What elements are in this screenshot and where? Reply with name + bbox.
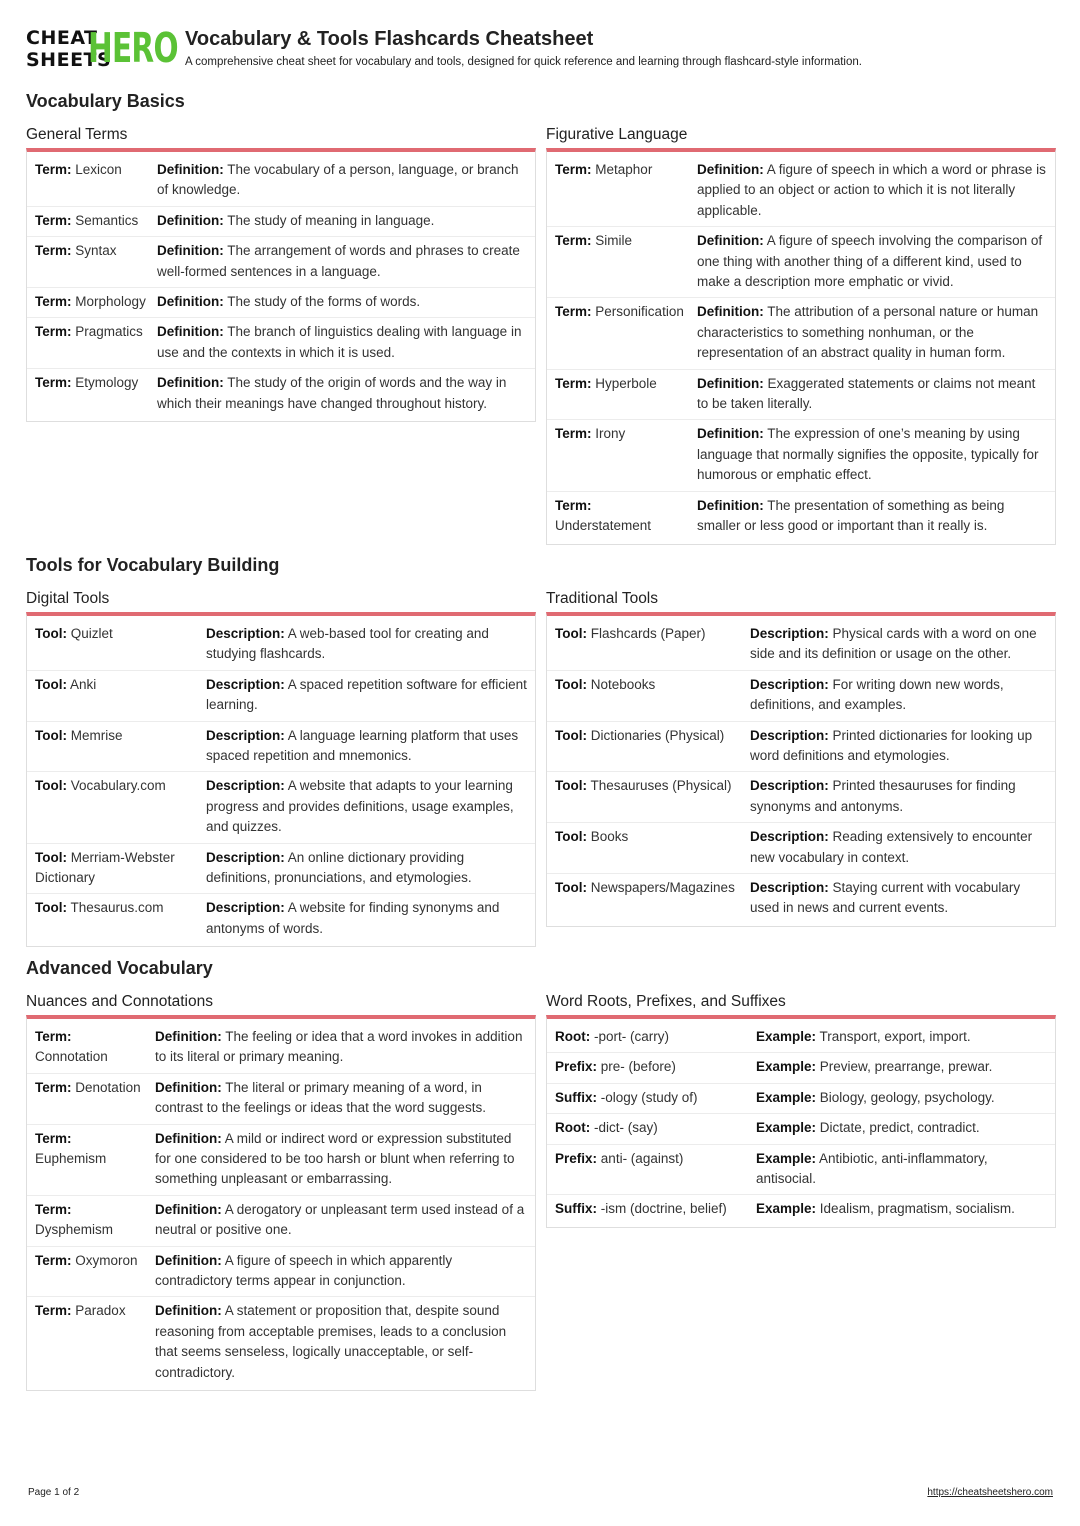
key-label: Tool: — [35, 849, 67, 865]
card-title: Figurative Language — [546, 126, 688, 143]
table-row — [547, 1023, 1055, 1053]
value-text: Staying current with vocabulary used in news and current events. — [750, 880, 1021, 916]
value-text: Physical cards with a word on one side and its definition or usage on the other. — [750, 626, 1037, 662]
key-label: Prefix: — [555, 1059, 598, 1075]
table-row — [547, 823, 1055, 874]
row-value — [157, 211, 527, 231]
key-value: Thesauruses (Physical) — [590, 778, 732, 794]
card-title: Word Roots, Prefixes, and Suffixes — [546, 993, 786, 1010]
key-value: Pragmatics — [75, 324, 143, 340]
row-key — [35, 1078, 155, 1119]
key-label: Tool: — [555, 778, 587, 794]
value-label: Description: — [750, 727, 829, 743]
page-header — [26, 26, 1056, 72]
row-key — [555, 496, 697, 537]
row-value — [750, 827, 1047, 868]
key-label: Tool: — [35, 676, 67, 692]
card-nuances-connotations — [26, 993, 536, 1391]
logo-sheets: SHEETS — [26, 49, 112, 71]
value-text: A figure of speech in which a word or phrase is applied to an object or action to which it is not literally applicable. — [697, 162, 1046, 218]
key-label: Term: — [35, 1079, 72, 1095]
row-value — [756, 1199, 1047, 1219]
value-text: The feeling or idea that a word invokes in addition to its literal or primary meaning. — [155, 1029, 523, 1065]
row-key — [555, 878, 750, 919]
key-label: Term: — [35, 243, 72, 259]
row-value — [697, 374, 1047, 415]
key-value: Newspapers/Magazines — [590, 880, 735, 896]
row-key — [555, 1149, 756, 1190]
value-label: Description: — [750, 676, 829, 692]
value-text: The attribution of a personal nature or human characteristics to something nonhuman, or the representation of an abstract quality in human form. — [697, 304, 1039, 361]
card-traditional-tools — [546, 590, 1056, 927]
row-key — [35, 726, 206, 767]
row-key — [35, 373, 157, 414]
row-value — [697, 160, 1047, 221]
page-subtitle: A comprehensive cheat sheet for vocabulary and tools, designed for quick reference and learning through flashcard-style information. — [185, 56, 862, 68]
card-digital-tools — [26, 590, 536, 947]
table-row — [547, 1145, 1055, 1196]
value-label: Example: — [756, 1029, 817, 1044]
value-label: Definition: — [697, 375, 764, 391]
value-label: Example: — [756, 1120, 817, 1136]
row-value — [756, 1027, 1047, 1047]
key-value: pre- (before) — [600, 1059, 676, 1075]
value-text: The study of the origin of words and the way in which their meanings have changed throughout history. — [157, 375, 507, 411]
row-key — [555, 1118, 756, 1138]
table-row — [27, 1074, 535, 1125]
key-label: Tool: — [35, 727, 67, 743]
row-key — [555, 675, 750, 716]
row-value — [697, 231, 1047, 292]
value-label: Definition: — [155, 1201, 222, 1217]
row-key — [35, 675, 206, 716]
row-key — [35, 322, 157, 363]
value-label: Definition: — [157, 324, 224, 340]
table-row — [27, 620, 535, 671]
key-label: Term: — [35, 375, 72, 391]
row-value — [756, 1149, 1047, 1190]
key-label: Term: — [35, 294, 72, 310]
key-label: Term: — [35, 1303, 72, 1319]
key-value: Semantics — [75, 212, 139, 228]
key-label: Tool: — [35, 900, 67, 916]
value-text: A website that adapts to your learning progress and provides definitions, usage examples, and quizzes. — [206, 778, 514, 835]
value-text: A website for finding synonyms and antonyms of words. — [206, 900, 500, 936]
key-label: Term: — [555, 233, 592, 249]
value-text: A spaced repetition software for efficient learning. — [206, 676, 527, 713]
row-value — [750, 675, 1047, 716]
table-row — [27, 369, 535, 419]
value-label: Definition: — [697, 233, 764, 249]
value-text: The study of the forms of words. — [227, 294, 421, 310]
key-value: Vocabulary.com — [70, 778, 166, 794]
key-value: Quizlet — [70, 626, 113, 641]
value-text: Idealism, pragmatism, socialism. — [819, 1201, 1015, 1217]
key-label: Term: — [35, 1201, 72, 1217]
key-value: Lexicon — [75, 162, 122, 177]
table-row — [547, 1114, 1055, 1144]
key-value: Etymology — [75, 375, 139, 391]
row-value — [206, 624, 527, 665]
table-row — [27, 318, 535, 369]
table-row — [547, 156, 1055, 227]
card-body — [26, 1015, 536, 1391]
key-label: Term: — [35, 212, 72, 228]
key-label: Tool: — [555, 676, 587, 692]
value-text: The branch of linguistics dealing with language in use and the contexts in which it is used. — [157, 324, 522, 360]
value-label: Definition: — [697, 426, 764, 442]
value-text: An online dictionary providing definitions, pronunciations, and etymologies. — [206, 849, 472, 886]
key-value: Flashcards (Paper) — [590, 626, 706, 641]
row-value — [756, 1057, 1047, 1077]
row-key — [35, 1129, 155, 1190]
row-key — [35, 848, 206, 889]
value-label: Definition: — [155, 1303, 222, 1319]
value-label: Example: — [756, 1089, 817, 1105]
table-row — [27, 1023, 535, 1074]
key-value: Oxymoron — [75, 1252, 138, 1268]
row-value — [750, 726, 1047, 767]
row-value — [155, 1078, 527, 1119]
section-title-tools: Tools for Vocabulary Building — [26, 555, 280, 575]
table-row — [27, 156, 535, 207]
row-key — [555, 1088, 756, 1108]
table-row — [547, 874, 1055, 924]
key-label: Term: — [555, 375, 592, 391]
value-text: Exaggerated statements or claims not meant to be taken literally. — [697, 375, 1036, 412]
row-value — [155, 1301, 527, 1383]
table-row — [547, 722, 1055, 773]
key-value: Notebooks — [590, 676, 656, 692]
row-value — [206, 776, 527, 837]
key-value: Irony — [595, 426, 626, 442]
key-label: Term: — [555, 304, 592, 320]
key-label: Term: — [555, 497, 592, 513]
row-key — [35, 1251, 155, 1292]
key-label: Term: — [35, 1252, 72, 1268]
row-key — [555, 374, 697, 415]
key-label: Tool: — [35, 626, 67, 641]
row-value — [155, 1129, 527, 1190]
row-key — [555, 624, 750, 665]
site-link[interactable]: https://cheatsheetshero.com — [927, 1487, 1053, 1498]
row-key — [35, 241, 157, 282]
row-key — [35, 898, 206, 939]
card-body — [26, 612, 536, 947]
row-value — [750, 878, 1047, 919]
row-value — [206, 848, 527, 889]
row-key — [555, 231, 697, 292]
row-key — [35, 211, 157, 231]
value-text: A figure of speech in which apparently contradictory terms appear in conjunction. — [155, 1252, 453, 1289]
value-text: Preview, prearrange, prewar. — [819, 1059, 993, 1075]
key-value: Thesaurus.com — [70, 900, 164, 916]
card-body — [546, 148, 1056, 545]
key-value: Merriam-Webster Dictionary — [35, 849, 175, 886]
value-text: The presentation of something as being smaller or less good or important than it really is. — [697, 497, 1005, 534]
table-row — [27, 1196, 535, 1247]
row-value — [750, 624, 1047, 665]
value-label: Description: — [750, 626, 829, 641]
card-general-terms — [26, 126, 536, 422]
logo-cheat: CHEAT — [26, 27, 98, 49]
key-value: Memrise — [70, 727, 123, 743]
value-text: The arrangement of words and phrases to create well-formed sentences in a language. — [157, 243, 520, 279]
key-label: Term: — [35, 324, 72, 340]
row-value — [756, 1088, 1047, 1108]
row-key — [35, 624, 206, 665]
key-value: Paradox — [75, 1303, 126, 1319]
key-label: Tool: — [555, 626, 587, 641]
row-value — [157, 241, 527, 282]
row-key — [555, 1057, 756, 1077]
value-label: Example: — [756, 1201, 817, 1217]
row-value — [750, 776, 1047, 817]
key-label: Root: — [555, 1029, 591, 1044]
key-value: Hyperbole — [595, 375, 657, 391]
table-row — [547, 620, 1055, 671]
key-value: anti- (against) — [600, 1150, 684, 1166]
value-text: A figure of speech involving the comparison of one thing with another thing of a different kind, used to make a description more emphatic or vivid. — [697, 233, 1043, 290]
key-value: -port- (carry) — [594, 1029, 669, 1044]
value-text: Printed dictionaries for looking up word definitions and etymologies. — [750, 727, 1033, 764]
key-label: Tool: — [555, 829, 587, 845]
key-value: -ology (study of) — [600, 1089, 698, 1105]
table-row — [547, 227, 1055, 298]
row-key — [555, 827, 750, 868]
card-title: Traditional Tools — [546, 590, 659, 607]
key-value: Connotation — [35, 1049, 108, 1065]
key-value: Denotation — [75, 1079, 141, 1095]
value-label: Definition: — [697, 497, 764, 513]
value-text: Printed thesauruses for finding synonyms and antonyms. — [750, 778, 1016, 814]
card-body — [546, 1015, 1056, 1228]
row-value — [157, 292, 527, 312]
row-value — [697, 496, 1047, 537]
row-key — [555, 1027, 756, 1047]
value-text: The expression of one’s meaning by using language that normally signifies the opposite, typically for humorous or emphatic effect. — [697, 426, 1039, 483]
row-value — [756, 1118, 1047, 1138]
value-label: Definition: — [157, 162, 224, 177]
table-row — [547, 1053, 1055, 1083]
table-row — [547, 420, 1055, 491]
row-value — [206, 898, 527, 939]
row-key — [35, 292, 157, 312]
value-text: The study of meaning in language. — [227, 212, 435, 228]
key-value: Dysphemism — [35, 1222, 114, 1238]
value-text: The literal or primary meaning of a word, in contrast to the feelings or ideas that the word suggests. — [155, 1079, 486, 1116]
key-value: Dictionaries (Physical) — [590, 727, 725, 743]
key-label: Term: — [555, 426, 592, 442]
table-row — [27, 1297, 535, 1388]
value-label: Description: — [750, 829, 829, 845]
row-key — [35, 160, 157, 201]
table-row — [27, 1247, 535, 1298]
value-label: Description: — [206, 900, 285, 916]
table-row — [27, 894, 535, 944]
key-label: Root: — [555, 1120, 591, 1136]
row-value — [155, 1027, 527, 1068]
value-text: The vocabulary of a person, language, or branch of knowledge. — [157, 162, 519, 198]
key-value: Books — [590, 829, 629, 845]
value-label: Description: — [206, 778, 285, 794]
row-key — [555, 424, 697, 485]
key-value: -ism (doctrine, belief) — [600, 1201, 727, 1217]
key-value: Simile — [595, 233, 633, 249]
logo[interactable] — [26, 24, 178, 72]
key-value: Metaphor — [595, 162, 653, 177]
value-label: Description: — [206, 676, 285, 692]
row-value — [155, 1251, 527, 1292]
page-number: Page 1 of 2 — [28, 1487, 80, 1498]
table-row — [27, 207, 535, 237]
section-title-vocabulary-basics: Vocabulary Basics — [26, 91, 185, 111]
row-value — [157, 373, 527, 414]
table-row — [547, 492, 1055, 542]
card-figurative-language — [546, 126, 1056, 545]
row-value — [206, 726, 527, 767]
key-value: Morphology — [75, 294, 146, 310]
row-value — [206, 675, 527, 716]
row-key — [35, 776, 206, 837]
value-label: Definition: — [155, 1079, 222, 1095]
table-row — [27, 844, 535, 895]
key-label: Suffix: — [555, 1201, 597, 1217]
value-text: Dictate, predict, contradict. — [819, 1120, 980, 1136]
value-label: Description: — [206, 626, 285, 641]
key-label: Term: — [35, 1029, 72, 1044]
value-text: A mild or indirect word or expression substituted for one considered to be too harsh or blunt when referring to something unpleasant or embarrassing. — [155, 1130, 515, 1187]
table-row — [547, 370, 1055, 421]
value-label: Definition: — [155, 1130, 222, 1146]
table-row — [547, 772, 1055, 823]
value-label: Definition: — [697, 162, 764, 177]
table-row — [27, 1125, 535, 1196]
value-label: Definition: — [157, 243, 224, 259]
value-text: Antibiotic, anti-inflammatory, antisocial. — [756, 1150, 988, 1187]
row-key — [35, 1027, 155, 1068]
value-text: A language learning platform that uses spaced repetition and mnemonics. — [206, 727, 519, 764]
card-body — [26, 148, 536, 422]
value-label: Description: — [206, 727, 285, 743]
value-text: Transport, export, import. — [819, 1029, 971, 1044]
value-label: Description: — [206, 849, 285, 865]
value-text: Reading extensively to encounter new vocabulary in context. — [750, 829, 1033, 865]
row-key — [555, 726, 750, 767]
value-label: Description: — [750, 778, 829, 794]
row-key — [35, 1301, 155, 1383]
value-text: A statement or proposition that, despite sound reasoning from acceptable premises, leads to a conclusion that seems senseless, logically unacceptable, or self-contradictory. — [155, 1303, 507, 1380]
value-label: Definition: — [155, 1252, 222, 1268]
value-label: Definition: — [155, 1029, 222, 1044]
value-label: Definition: — [697, 304, 764, 320]
table-row — [27, 671, 535, 722]
card-body — [546, 612, 1056, 927]
key-label: Tool: — [555, 880, 587, 896]
table-row — [27, 722, 535, 773]
value-text: A derogatory or unpleasant term used instead of a neutral or positive one. — [155, 1201, 525, 1238]
value-label: Definition: — [157, 375, 224, 391]
card-word-roots — [546, 993, 1056, 1228]
key-label: Prefix: — [555, 1150, 598, 1166]
row-key — [555, 1199, 756, 1219]
row-key — [555, 302, 697, 363]
page-title: Vocabulary & Tools Flashcards Cheatsheet — [185, 28, 594, 50]
value-text: Biology, geology, psychology. — [819, 1089, 995, 1105]
key-value: Personification — [595, 304, 684, 320]
value-label: Definition: — [157, 212, 224, 228]
row-key — [555, 776, 750, 817]
row-value — [157, 160, 527, 201]
table-row — [27, 772, 535, 843]
table-row — [547, 1195, 1055, 1224]
row-key — [555, 160, 697, 221]
row-value — [697, 424, 1047, 485]
value-label: Example: — [756, 1150, 817, 1166]
key-label: Suffix: — [555, 1089, 597, 1105]
row-key — [35, 1200, 155, 1241]
card-title: Nuances and Connotations — [26, 993, 213, 1010]
key-value: Syntax — [75, 243, 117, 259]
row-value — [157, 322, 527, 363]
key-value: Euphemism — [35, 1151, 107, 1167]
row-value — [697, 302, 1047, 363]
logo-hero: HERO — [88, 24, 178, 72]
value-text: For writing down new words, definitions, and examples. — [750, 676, 1004, 713]
key-label: Term: — [35, 162, 72, 177]
value-label: Example: — [756, 1059, 817, 1075]
key-label: Term: — [35, 1130, 72, 1146]
key-value: Understatement — [555, 518, 652, 534]
key-value: -dict- (say) — [594, 1120, 658, 1136]
table-row — [547, 671, 1055, 722]
value-label: Definition: — [157, 294, 224, 310]
value-label: Description: — [750, 880, 829, 896]
key-value: Anki — [70, 676, 97, 692]
row-value — [155, 1200, 527, 1241]
key-label: Tool: — [555, 727, 587, 743]
key-label: Tool: — [35, 778, 67, 794]
table-row — [27, 288, 535, 318]
section-title-advanced-vocabulary: Advanced Vocabulary — [26, 958, 213, 978]
table-row — [27, 237, 535, 288]
card-title: Digital Tools — [26, 590, 110, 607]
table-row — [547, 298, 1055, 369]
card-title: General Terms — [26, 126, 128, 143]
key-label: Term: — [555, 162, 592, 177]
value-text: A web-based tool for creating and studying flashcards. — [206, 626, 489, 662]
table-row — [547, 1084, 1055, 1114]
